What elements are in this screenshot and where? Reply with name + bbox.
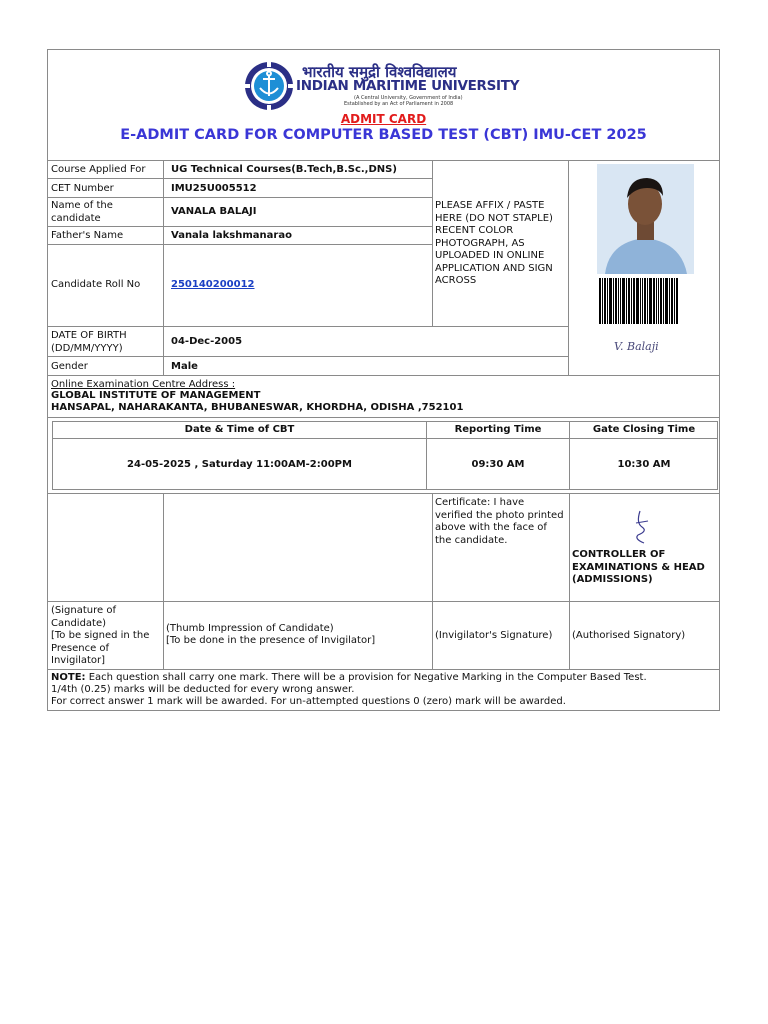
- dob-label: DATE OF BIRTH (DD/MM/YYYY): [51, 330, 127, 354]
- cet-number-label: CET Number: [51, 183, 114, 194]
- course-label: Course Applied For: [51, 164, 146, 175]
- candidate-name-label: Name of the candidate: [51, 200, 113, 224]
- centre-label: Online Examination Centre Address :: [51, 379, 236, 390]
- controller-title: CONTROLLER OF EXAMINATIONS & HEAD (ADMISSIONS): [572, 549, 705, 585]
- photo-instruction: PLEASE AFFIX / PASTE HERE (DO NOT STAPLE) RECENT COLOR PHOTOGRAPH, AS UPLOADED IN ONLINE APPLICATION AND SIGN ACROSS: [435, 200, 553, 286]
- cet-number-value: IMU25U005512: [171, 183, 257, 194]
- university-name-hindi: भारतीय समुद्री विश्वविद्यालय: [302, 63, 457, 81]
- university-name-english: INDIAN MARITIME UNIVERSITY: [296, 78, 520, 94]
- thumb-impression-note: [To be done in the presence of Invigilator]: [166, 635, 376, 646]
- dob-value: 04-Dec-2005: [171, 336, 243, 347]
- father-name-value: Vanala lakshmanarao: [171, 230, 292, 241]
- schedule-header-gate: Gate Closing Time: [592, 424, 696, 435]
- university-subtitle-2: Established by an Act of Parliament in 2008: [344, 101, 454, 107]
- candidate-name-value: VANALA BALAJI: [171, 206, 257, 217]
- note-line-2: 1/4th (0.25) marks will be deducted for every wrong answer.: [51, 684, 355, 695]
- schedule-gate-value: 10:30 AM: [617, 459, 671, 470]
- controller-signature-mark: [630, 509, 654, 545]
- authorised-signatory-label: (Authorised Signatory): [572, 630, 686, 641]
- candidate-signature-label: (Signature of Candidate) [To be signed in the Presence of Invigilator]: [51, 605, 150, 666]
- university-logo: [244, 61, 294, 111]
- schedule-date-value: 24-05-2025 , Saturday 11:00AM-2:00PM: [127, 459, 352, 470]
- note-line-1: [51, 672, 716, 685]
- roll-number-label: Candidate Roll No: [51, 279, 141, 290]
- note-text-1: Each question shall carry one mark. There will be a provision for Negative Marking in the Computer Based Test.: [85, 672, 647, 683]
- schedule-reporting-value: 09:30 AM: [471, 459, 525, 470]
- admit-card: [47, 49, 720, 711]
- gender-value: Male: [171, 361, 198, 372]
- centre-address: HANSAPAL, NAHARAKANTA, BHUBANESWAR, KHORDHA, ODISHA ,752101: [51, 402, 464, 413]
- invigilator-signature-label: (Invigilator's Signature): [435, 630, 553, 641]
- candidate-photo: [597, 164, 694, 274]
- father-name-label: Father's Name: [51, 230, 124, 241]
- schedule-header-date: Date & Time of CBT: [184, 424, 295, 435]
- thumb-impression-label: (Thumb Impression of Candidate): [166, 623, 334, 634]
- schedule-header-reporting: Reporting Time: [454, 424, 542, 435]
- certificate-text: Certificate: I have verified the photo printed above with the face of the candidate.: [435, 497, 564, 546]
- note-label: NOTE:: [51, 672, 86, 683]
- candidate-signature: V. Balaji: [614, 340, 659, 353]
- barcode: [599, 278, 694, 324]
- gender-label: Gender: [51, 361, 88, 372]
- page-title: E-ADMIT CARD FOR COMPUTER BASED TEST (CBT) IMU-CET 2025: [120, 127, 647, 143]
- centre-name: GLOBAL INSTITUTE OF MANAGEMENT: [51, 390, 261, 401]
- course-value: UG Technical Courses(B.Tech,B.Sc.,DNS): [171, 164, 397, 175]
- note-line-3: For correct answer 1 mark will be awarded. For un-attempted questions 0 (zero) mark will be awarded.: [51, 696, 566, 707]
- admit-card-label: ADMIT CARD: [340, 112, 427, 126]
- university-subtitle-1: (A Central University, Government of India): [354, 95, 463, 101]
- roll-number-link[interactable]: 250140200012: [171, 279, 255, 290]
